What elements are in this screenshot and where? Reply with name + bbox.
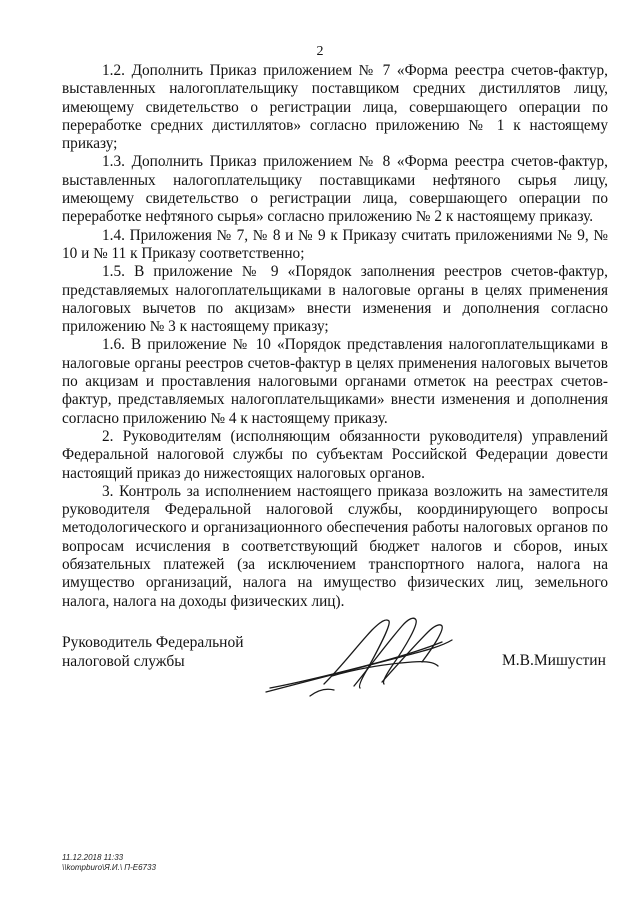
document-footer	[62, 853, 156, 873]
signatory-name: М.В.Мишустин	[502, 652, 606, 669]
footer-file-path: \\kompburo\Я.И.\ П-Е6733	[62, 863, 156, 872]
paragraph-1-4: 1.4. Приложения № 7, № 8 и № 9 к Приказу считать приложениями № 9, № 10 и № 11 к Приказу соответственно;	[62, 226, 608, 262]
paragraph-1-5: 1.5. В приложение № 9 «Порядок заполнения реестров счетов-фактур, представляемых налогоплательщиками в налоговые органы в целях применения налоговых вычетов по акцизам» внести изменения и дополнения согласно приложению № 3 к настоящему приказу;	[62, 263, 608, 336]
paragraph-1-3: 1.3. Дополнить Приказ приложением № 8 «Форма реестра счетов-фактур, выставленных налогоплательщику поставщиками нефтяного сырья лицу, имеющему свидетельство о регистрации лица, совершающего операции по переработке нефтяного сырья» согласно приложению № 2 к настоящему приказу.	[62, 153, 608, 226]
page-number: 2	[316, 44, 324, 59]
paragraph-1-6: 1.6. В приложение № 10 «Порядок представления налогоплательщиками в налоговые органы реестров счетов-фактур в целях применения налоговых вычетов по акцизам и проставления налоговыми органами отметок на реестрах счетов-фактур, представляемых налогоплательщиками» внести изменения и дополнения согласно приложению № 4 к настоящему приказу.	[62, 336, 608, 427]
signatory-position	[62, 633, 244, 671]
handwritten-signature	[262, 606, 462, 706]
paragraph-3: 3. Контроль за исполнением настоящего приказа возложить на заместителя руководителя Федеральной налоговой службы, координирующего вопросы методологического и организационного обеспечения работы налоговых органов по вопросам исчисления в соответствующий бюджет налогов и сборов, иных обязательных платежей (за исключением транспортного налога, налога на имущество организаций, налога на имущество физических лиц, земельного налога, налога на доходы физических лиц).	[62, 482, 608, 610]
signatory-position-line-1: Руководитель Федеральной	[62, 634, 244, 651]
paragraph-2: 2. Руководителям (исполняющим обязанности руководителя) управлений Федеральной налоговой службы по субъектам Российской Федерации довести настоящий приказ до нижестоящих налоговых органов.	[62, 427, 608, 482]
signatory-position-line-2: налоговой службы	[62, 653, 185, 670]
paragraph-1-2: 1.2. Дополнить Приказ приложением № 7 «Форма реестра счетов-фактур, выставленных налогоплательщику поставщиком средних дистиллятов лицу, имеющему свидетельство о регистрации лица, совершающего операции по переработке средних дистиллятов» согласно приложению № 1 к настоящему приказу;	[62, 62, 608, 153]
document-body	[62, 62, 608, 611]
footer-timestamp: 11.12.2018 11:33	[62, 853, 124, 862]
